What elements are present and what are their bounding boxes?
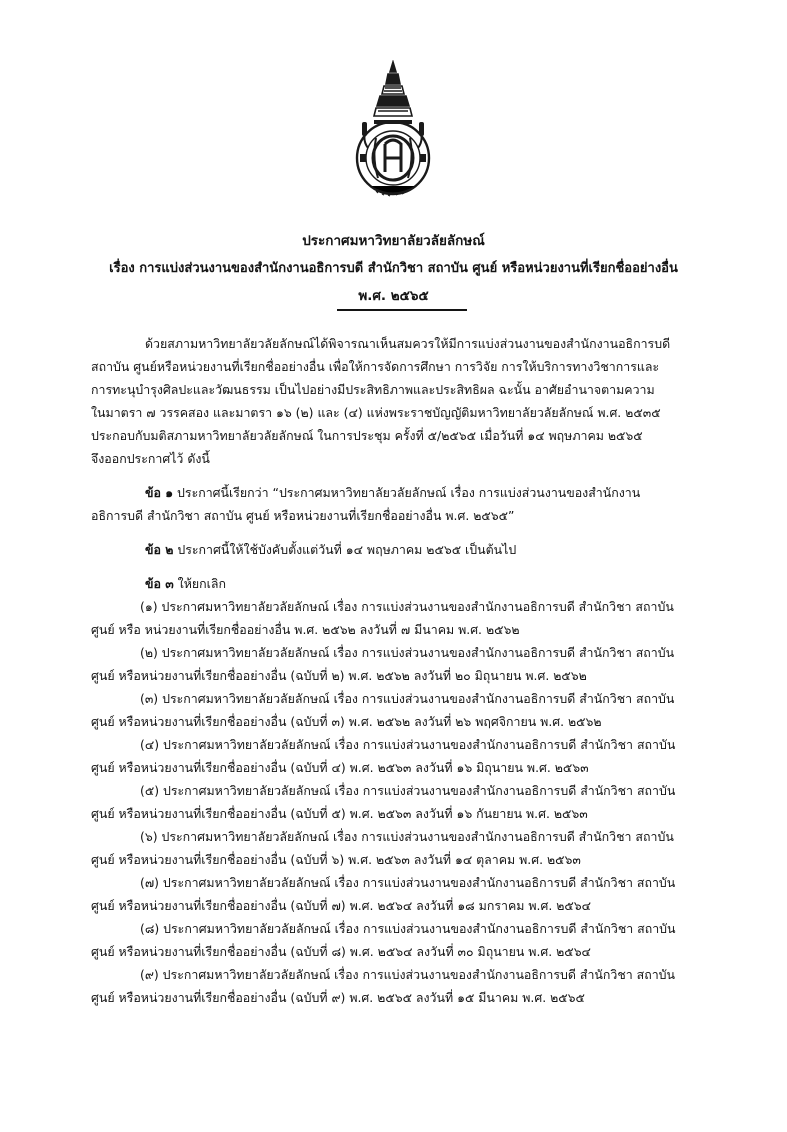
preamble-line: การทะนุบำรุงศิลปะและวัฒนธรรม เป็นไปอย่างมีประสิทธิภาพและประสิทธิผล ฉะนั้น อาศัยอำนาจตามความ bbox=[91, 382, 655, 397]
clause-2 bbox=[91, 538, 721, 561]
clause-1 bbox=[91, 481, 721, 504]
clause-label: ข้อ ๓ bbox=[145, 576, 174, 591]
repealed-item: (๖) ประกาศมหาวิทยาลัยวลัยลักษณ์ เรื่อง การแบ่งส่วนงานของสำนักงานอธิการบดี สำนักวิชา สถาบัน bbox=[140, 829, 674, 844]
repealed-item-continuation: ศูนย์ หรือ หน่วยงานที่เรียกชื่ออย่างอื่น พ.ศ. ๒๕๖๒ ลงวันที่ ๗ มีนาคม พ.ศ. ๒๕๖๒ bbox=[91, 622, 520, 637]
clause-label: ข้อ ๒ bbox=[145, 542, 174, 557]
announcement-body bbox=[91, 332, 721, 1009]
repealed-item-continuation: ศูนย์ หรือหน่วยงานที่เรียกชื่ออย่างอื่น (ฉบับที่ ๙) พ.ศ. ๒๕๖๕ ลงวันที่ ๑๕ มีนาคม พ.ศ. ๒๕๖๕ bbox=[91, 990, 585, 1005]
clause-text: ให้ยกเลิก bbox=[177, 576, 226, 591]
repealed-item-continuation: ศูนย์ หรือหน่วยงานที่เรียกชื่ออย่างอื่น (ฉบับที่ ๔) พ.ศ. ๒๕๖๓ ลงวันที่ ๑๖ มิถุนายน พ.ศ. ๒๕๖๓ bbox=[91, 760, 589, 775]
repealed-item: (๒) ประกาศมหาวิทยาลัยวลัยลักษณ์ เรื่อง การแบ่งส่วนงานของสำนักงานอธิการบดี สำนักวิชา สถาบัน bbox=[140, 645, 675, 660]
preamble-line: ด้วยสภามหาวิทยาลัยวลัยลักษณ์ได้พิจารณาเห็นสมควรให้มีการแบ่งส่วนงานของสำนักงานอธิการบดี bbox=[145, 336, 671, 351]
preamble-line: จึงออกประกาศไว้ ดังนี้ bbox=[91, 451, 210, 466]
repealed-item: (๓) ประกาศมหาวิทยาลัยวลัยลักษณ์ เรื่อง การแบ่งส่วนงานของสำนักงานอธิการบดี สำนักวิชา สถาบัน bbox=[140, 691, 675, 706]
repealed-item: (๗) ประกาศมหาวิทยาลัยวลัยลักษณ์ เรื่อง การแบ่งส่วนงานของสำนักงานอธิการบดี สำนักวิชา สถาบัน bbox=[140, 875, 676, 890]
preamble-line: ในมาตรา ๗ วรรคสอง และมาตรา ๑๖ (๒) และ (๔) แห่งพระราชบัญญัติมหาวิทยาลัยวลัยลักษณ์ พ.ศ. ๒๕๓๕ bbox=[91, 405, 661, 420]
repealed-item-continuation: ศูนย์ หรือหน่วยงานที่เรียกชื่ออย่างอื่น (ฉบับที่ ๕) พ.ศ. ๒๕๖๓ ลงวันที่ ๑๖ กันยายน พ.ศ. ๒๕๖๓ bbox=[91, 806, 588, 821]
repealed-item: (๔) ประกาศมหาวิทยาลัยวลัยลักษณ์ เรื่อง การแบ่งส่วนงานของสำนักงานอธิการบดี สำนักวิชา สถาบัน bbox=[140, 737, 676, 752]
university-seal-emblem bbox=[352, 60, 434, 212]
repealed-item-continuation: ศูนย์ หรือหน่วยงานที่เรียกชื่ออย่างอื่น (ฉบับที่ ๗) พ.ศ. ๒๕๖๔ ลงวันที่ ๑๘ มกราคม พ.ศ. ๒๕๖๔ bbox=[91, 898, 591, 913]
clause-3 bbox=[91, 572, 721, 595]
announcement-title: ประกาศมหาวิทยาลัยวลัยลักษณ์ bbox=[302, 233, 485, 249]
repealed-item-continuation: ศูนย์ หรือหน่วยงานที่เรียกชื่ออย่างอื่น (ฉบับที่ ๘) พ.ศ. ๒๕๖๔ ลงวันที่ ๓๐ มิถุนายน พ.ศ. ๒๕๖๔ bbox=[91, 944, 591, 959]
preamble-line: ประกอบกับมติสภามหาวิทยาลัยวลัยลักษณ์ ในการประชุม ครั้งที่ ๕/๒๕๖๕ เมื่อวันที่ ๑๔ พฤษภาคม ๒๕๖๕ bbox=[91, 428, 643, 443]
announcement-year: พ.ศ. ๒๕๖๕ bbox=[358, 288, 429, 304]
repealed-item: (๙) ประกาศมหาวิทยาลัยวลัยลักษณ์ เรื่อง การแบ่งส่วนงานของสำนักงานอธิการบดี สำนักวิชา สถาบัน bbox=[140, 967, 675, 982]
title-underline-divider bbox=[337, 309, 467, 311]
repealed-item: (๘) ประกาศมหาวิทยาลัยวลัยลักษณ์ เรื่อง การแบ่งส่วนงานของสำนักงานอธิการบดี สำนักวิชา สถาบัน bbox=[140, 921, 676, 936]
clause-text: ประกาศนี้ให้ใช้บังคับตั้งแต่วันที่ ๑๔ พฤษภาคม ๒๕๖๕ เป็นต้นไป bbox=[177, 542, 517, 557]
clause-text: ประกาศนี้เรียกว่า “ประกาศมหาวิทยาลัยวลัยลักษณ์ เรื่อง การแบ่งส่วนงานของสำนักงาน bbox=[177, 485, 641, 500]
repealed-item-continuation: ศูนย์ หรือหน่วยงานที่เรียกชื่ออย่างอื่น (ฉบับที่ ๓) พ.ศ. ๒๕๖๒ ลงวันที่ ๒๖ พฤศจิกายน พ.ศ. ๒๕๖๒ bbox=[91, 714, 602, 729]
repealed-item-continuation: ศูนย์ หรือหน่วยงานที่เรียกชื่ออย่างอื่น (ฉบับที่ ๖) พ.ศ. ๒๕๖๓ ลงวันที่ ๑๔ ตุลาคม พ.ศ. ๒๕๖๓ bbox=[91, 852, 581, 867]
announcement-subject: เรื่อง การแบ่งส่วนงานของสำนักงานอธิการบดี สำนักวิชา สถาบัน ศูนย์ หรือหน่วยงานที่เรียกชื่ออย่างอื่น bbox=[109, 261, 678, 276]
repealed-item: (๕) ประกาศมหาวิทยาลัยวลัยลักษณ์ เรื่อง การแบ่งส่วนงานของสำนักงานอธิการบดี สำนักวิชา สถาบัน bbox=[140, 783, 676, 798]
repealed-item: (๑) ประกาศมหาวิทยาลัยวลัยลักษณ์ เรื่อง การแบ่งส่วนงานของสำนักงานอธิการบดี สำนักวิชา สถาบัน bbox=[140, 599, 674, 614]
repealed-item-continuation: ศูนย์ หรือหน่วยงานที่เรียกชื่ออย่างอื่น (ฉบับที่ ๒) พ.ศ. ๒๕๖๒ ลงวันที่ ๒๐ มิถุนายน พ.ศ. ๒๕๖๒ bbox=[91, 668, 587, 683]
clause-label: ข้อ ๑ bbox=[145, 485, 174, 500]
clause-1-continuation: อธิการบดี สำนักวิชา สถาบัน ศูนย์ หรือหน่วยงานที่เรียกชื่ออย่างอื่น พ.ศ. ๒๕๖๕” bbox=[91, 508, 515, 523]
preamble-line: สถาบัน ศูนย์หรือหน่วยงานที่เรียกชื่ออย่างอื่น เพื่อให้การจัดการศึกษา การวิจัย การให้บริการทางวิชาการและ bbox=[91, 359, 660, 374]
